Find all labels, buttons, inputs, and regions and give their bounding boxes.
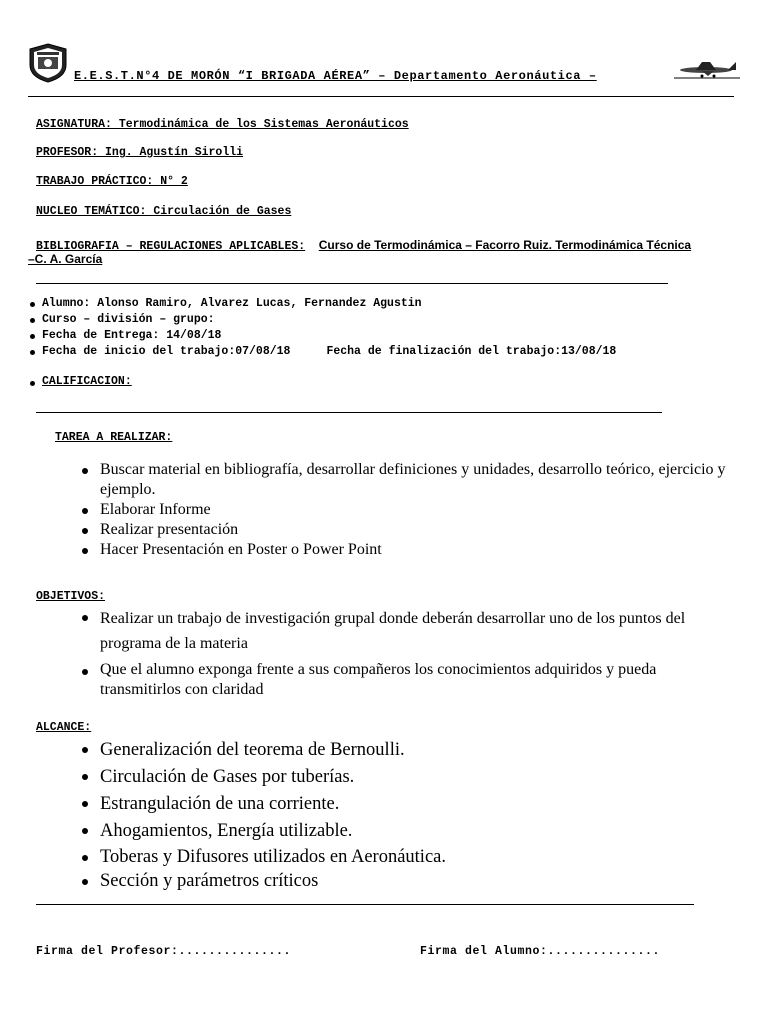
task-text: Realizar presentación [100, 521, 239, 538]
list-item [76, 845, 696, 869]
scope-text: Ahogamientos, Energía utilizable. [100, 821, 353, 841]
scope-heading: ALCANCE: [36, 721, 92, 734]
due-date-text: Fecha de Entrega: 14/08/18 [42, 329, 222, 342]
task-text: Buscar material en bibliografía, desarrollar definiciones y unidades, desarrollo teórico, ejercicio y ejemplo. [100, 461, 726, 498]
list-item [76, 520, 746, 540]
list-item [76, 660, 680, 700]
list-item [76, 540, 746, 560]
list-item [28, 312, 616, 328]
end-date-text: Fecha de finalización del trabajo:13/08/18 [326, 345, 617, 358]
school-crest-icon [28, 43, 68, 83]
list-item [76, 818, 696, 845]
scope-divider [36, 904, 694, 905]
scope-text: Sección y parámetros críticos [100, 871, 319, 891]
topic-field: NUCLEO TEMÁTICO: Circulación de Gases [36, 205, 292, 218]
course-text: Curso – división – grupo: [42, 313, 215, 326]
bibliography-value: Curso de Termodinámica – Facorro Ruiz. Termodinámica Técnica [318, 238, 692, 252]
scope-list [76, 737, 696, 893]
student-info-list [28, 296, 616, 360]
list-item [76, 500, 746, 520]
list-item [76, 606, 746, 656]
tasks-list [76, 460, 746, 560]
objective-text: Que el alumno exponga frente a sus compañeros los conocimientos adquiridos y pueda transmitirlos con claridad [100, 661, 657, 698]
scope-text: Toberas y Difusores utilizados en Aeronáutica. [100, 847, 446, 867]
airplane-icon [674, 56, 740, 82]
task-text: Hacer Presentación en Poster o Power Point [100, 541, 382, 558]
bibliography-value-continued: –C. A. García [28, 252, 103, 266]
list-item [76, 791, 696, 818]
list-item [28, 296, 616, 312]
students-text: Alumno: Alonso Ramiro, Alvarez Lucas, Fernandez Agustin [42, 297, 422, 310]
scope-text: Generalización del teorema de Bernoulli. [100, 740, 405, 760]
list-item [76, 460, 746, 500]
objective-text: Realizar un trabajo de investigación grupal donde deberán desarrollar uno de los puntos del programa de la materia [100, 610, 686, 652]
bibliography-divider [36, 283, 668, 284]
professor-field: PROFESOR: Ing. Agustín Sirolli [36, 146, 244, 159]
tasks-heading: TAREA A REALIZAR: [55, 431, 173, 444]
bibliography-label: BIBLIOGRAFIA – REGULACIONES APLICABLES: [36, 240, 306, 253]
practical-number-field: TRABAJO PRÁCTICO: N° 2 [36, 175, 188, 188]
grade-label: CALIFICACION: [42, 375, 132, 388]
header-divider [28, 96, 734, 97]
document-header-title: E.E.S.T.N°4 DE MORÓN “I BRIGADA AÉREA” – Departamento Aeronáutica – [74, 69, 597, 83]
list-item [76, 737, 696, 764]
grade-divider [36, 412, 662, 413]
objectives-heading: OBJETIVOS: [36, 590, 106, 603]
scope-text: Circulación de Gases por tuberías. [100, 767, 355, 787]
bullet-dot [30, 381, 35, 386]
bibliography-field [36, 236, 691, 254]
list-item [76, 869, 696, 893]
subject-field: ASIGNATURA: Termodinámica de los Sistemas Aeronáuticos [36, 118, 409, 131]
list-item [28, 328, 616, 344]
start-date-text: Fecha de inicio del trabajo:07/08/18 [42, 345, 291, 358]
professor-signature: Firma del Profesor:............... [36, 945, 292, 958]
list-item [28, 344, 616, 360]
scope-text: Estrangulación de una corriente. [100, 794, 340, 814]
objectives-list [76, 606, 746, 700]
student-signature: Firma del Alumno:............... [420, 945, 661, 958]
task-text: Elaborar Informe [100, 501, 211, 518]
list-item [76, 764, 696, 791]
